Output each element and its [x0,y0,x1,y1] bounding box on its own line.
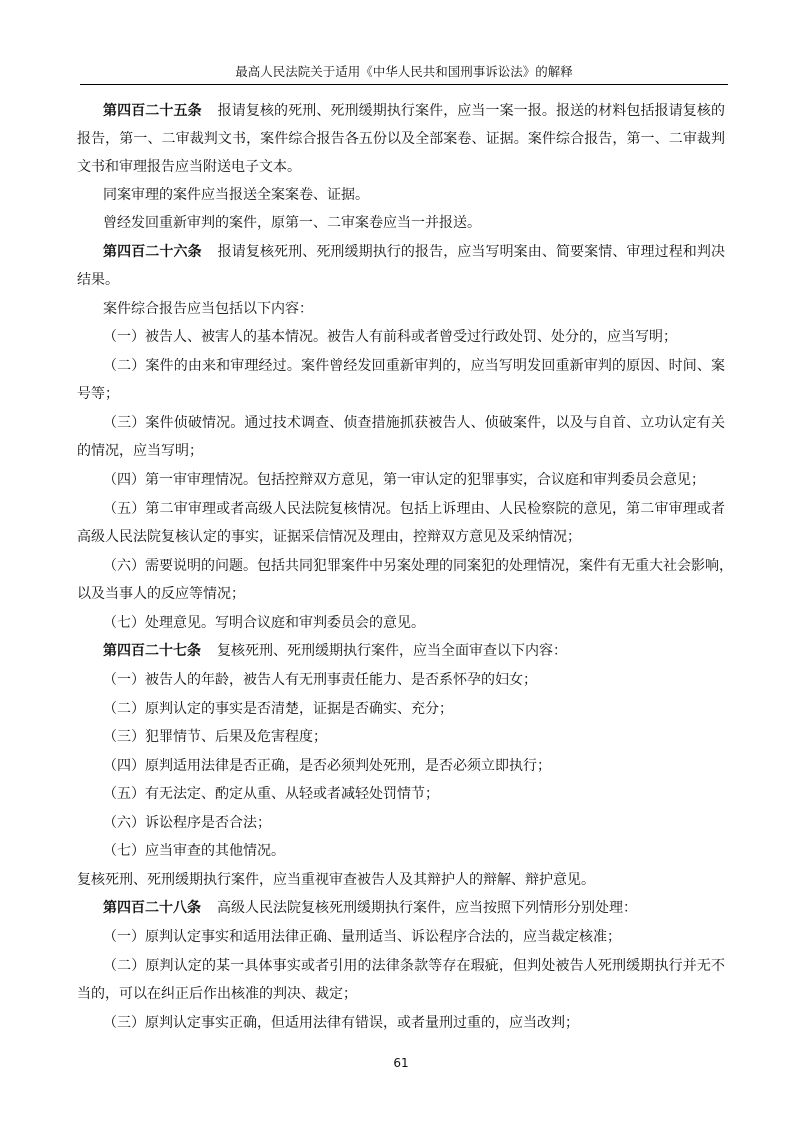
list-item-continued: 以及当事人的反应等情况； [77,586,245,602]
article-425-line-1: 第四百二十五条 报请复核的死刑、死刑缓期执行案件，应当一案一报。报送的材料包括报请复核的 [103,103,726,119]
list-item: （四）第一审审理情况。包括控辩双方意见，第一审认定的犯罪事实，合议庭和审判委员会意见； [103,472,705,488]
list-item: （一）被告人、被害人的基本情况。被告人有前科或者曾受过行政处罚、处分的，应当写明； [103,329,677,345]
article-heading: 第四百二十五条 [103,103,202,119]
article-heading: 第四百二十六条 [103,244,202,260]
header-rule [80,84,728,85]
article-heading: 第四百二十八条 [103,900,201,916]
list-item: （七）应当审查的其他情况。 [103,843,285,859]
list-item: （二）案件的由来和审理经过。案件曾经发回重新审判的，应当写明发回重新审判的原因、时间、案 [103,358,725,374]
list-item: （二）原判认定的事实是否清楚，证据是否确实、充分； [103,701,453,717]
article-heading: 第四百二十七条 [103,643,201,659]
list-item: （六）诉讼程序是否合法； [103,815,271,831]
list-item: （一）被告人的年龄，被告人有无刑事责任能力、是否系怀孕的妇女； [103,672,537,688]
list-item-continued: 高级人民法院复核认定的事实，证据采信情况及理由，控辩双方意见及采纳情况； [77,529,581,545]
paragraph-line: 案件综合报告应当包括以下内容： [103,301,313,317]
list-item-continued: 的情况，应当写明； [77,443,203,459]
article-428-line-1: 第四百二十八条 高级人民法院复核死刑缓期执行案件，应当按照下列情形分别处理： [103,900,637,916]
paragraph-line: 复核死刑、死刑缓期执行案件，应当重视审查被告人及其辩护人的辩解、辩护意见。 [77,872,595,888]
list-item: （七）处理意见。写明合议庭和审判委员会的意见。 [103,615,425,631]
list-item: （五）第二审审理或者高级人民法院复核情况。包括上诉理由、人民检察院的意见，第二审审理或者 [103,501,725,517]
paragraph-line: 曾经发回重新审判的案件，原第一、二审案卷应当一并报送。 [103,215,481,231]
paragraph-line: 文书和审理报告应当附送电子文本。 [77,159,301,175]
article-427-line-1: 第四百二十七条 复核死刑、死刑缓期执行案件，应当全面审查以下内容： [103,643,567,659]
paragraph-line: 结果。 [77,272,119,288]
article-426-line-1: 第四百二十六条 报请复核死刑、死刑缓期执行的报告，应当写明案由、简要案情、审理过程和判决 [103,244,726,260]
list-item: （四）原判适用法律是否正确，是否必须判处死刑，是否必须立即执行； [103,758,551,774]
list-item: （三）原判认定事实正确，但适用法律有错误，或者量刑过重的，应当改判； [103,1015,579,1031]
paragraph-line: 同案审理的案件应当报送全案案卷、证据。 [103,187,369,203]
list-item: （三）案件侦破情况。通过技术调查、侦查措施抓获被告人、侦破案件，以及与自首、立功认定有关 [103,415,725,431]
running-header: 最高人民法院关于适用《中华人民共和国刑事诉讼法》的解释 [235,64,573,79]
page-number: 61 [393,1056,409,1070]
paragraph-line: 报告，第一、二审裁判文书，案件综合报告各五份以及全部案卷、证据。案件综合报告，第一、二审裁判 [77,131,725,147]
list-item: （三）犯罪情节、后果及危害程度； [103,729,327,745]
list-item-continued: 当的，可以在纠正后作出核准的判决、裁定； [77,986,357,1002]
list-item: （一）原判认定事实和适用法律正确、量刑适当、诉讼程序合法的，应当裁定核准； [103,929,621,945]
list-item: （六）需要说明的问题。包括共同犯罪案件中另案处理的同案犯的处理情况，案件有无重大社会影响， [103,558,733,574]
list-item: （五）有无法定、酌定从重、从轻或者减轻处罚情节； [103,786,439,802]
list-item-continued: 号等； [77,386,119,402]
list-item: （二）原判认定的某一具体事实或者引用的法律条款等存在瑕疵，但判处被告人死刑缓期执行并无不 [103,958,725,974]
